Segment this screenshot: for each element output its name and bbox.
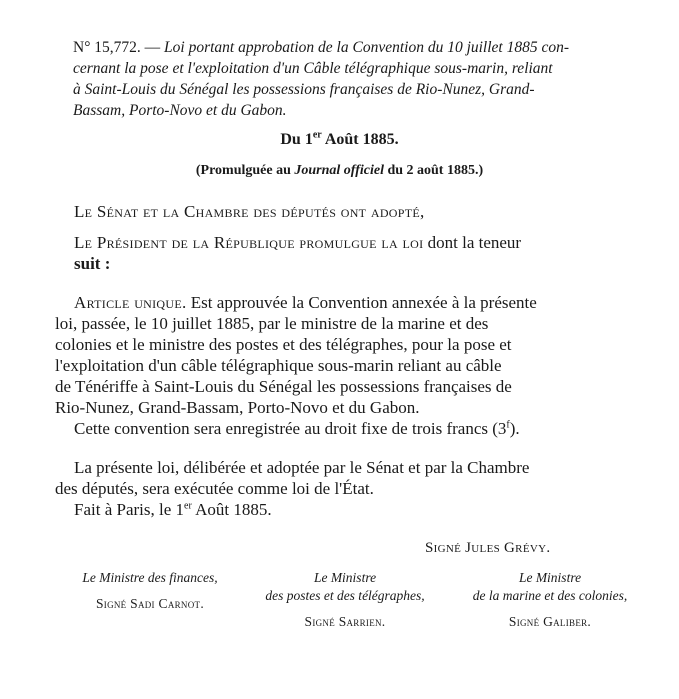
finances-name: Signé Sadi Carnot. (95, 596, 205, 611)
postes-signature-block (245, 569, 445, 631)
article-line-4: l'exploitation d'un câble télégraphique sous-marin reliant au câble (55, 356, 502, 375)
closing-line-1: La présente loi, délibérée et adoptée par le Sénat et par la Chambre (74, 458, 530, 477)
law-title-line-1 (73, 37, 569, 58)
law-dash: — (144, 39, 161, 56)
closing-line-2: des députés, sera exécutée comme loi de l'État. (55, 479, 374, 498)
postes-name: Signé Sarrien. (304, 614, 386, 629)
president-line: Le Président de la République promulgue la loi dont la teneur (74, 233, 522, 252)
promulgation-note: (Promulguée au Journal officiel du 2 août 1885.) (195, 163, 484, 178)
law-title-line-4: Bassam, Porto-Novo et du Gabon. (73, 102, 287, 119)
law-title-line-2: cernant la pose et l'exploitation d'un Câble télégraphique sous-marin, reliant (73, 60, 553, 77)
law-title-line-3: à Saint-Louis du Sénégal les possessions françaises de Rio-Nunez, Grand- (73, 81, 535, 98)
fait-line: Fait à Paris, le 1er Août 1885. (74, 500, 272, 519)
article-line-5: de Ténériffe à Saint-Louis du Sénégal les possessions françaises de (55, 377, 512, 396)
marine-signature-block (450, 569, 650, 631)
president-signature: Signé Jules Grévy. (425, 540, 551, 556)
law-title-1: Loi portant approbation de la Convention du 10 juillet 1885 con- (164, 39, 570, 56)
marine-name: Signé Galiber. (508, 614, 592, 629)
finances-signature-block (50, 569, 250, 613)
marine-title-2: de la marine et des colonies, (472, 588, 628, 603)
suit-line: suit : (74, 254, 111, 273)
finances-title: Le Ministre des finances, (82, 570, 218, 585)
article-line-2: loi, passée, le 10 juillet 1885, par le ministre de la marine et des (55, 314, 489, 333)
postes-title-2: des postes et des télégraphes, (265, 588, 425, 603)
article-line-3: colonies et le ministre des postes et des télégraphes, pour la pose et (55, 335, 512, 354)
senat-line: Le Sénat et la Chambre des députés ont adopté, (74, 202, 425, 221)
law-date: Du 1er Août 1885. (280, 129, 399, 148)
article-line-1: Article unique. Est approuvée la Convention annexée à la présente (74, 293, 537, 312)
marine-title-1: Le Ministre (518, 570, 582, 585)
article-line-7: Cette convention sera enregistrée au droit fixe de trois francs (3$^f$). (74, 419, 520, 438)
article-line-6: Rio-Nunez, Grand-Bassam, Porto-Novo et du Gabon. (55, 398, 420, 417)
postes-title-1: Le Ministre (313, 570, 377, 585)
law-number: N° 15,772. (73, 39, 141, 56)
